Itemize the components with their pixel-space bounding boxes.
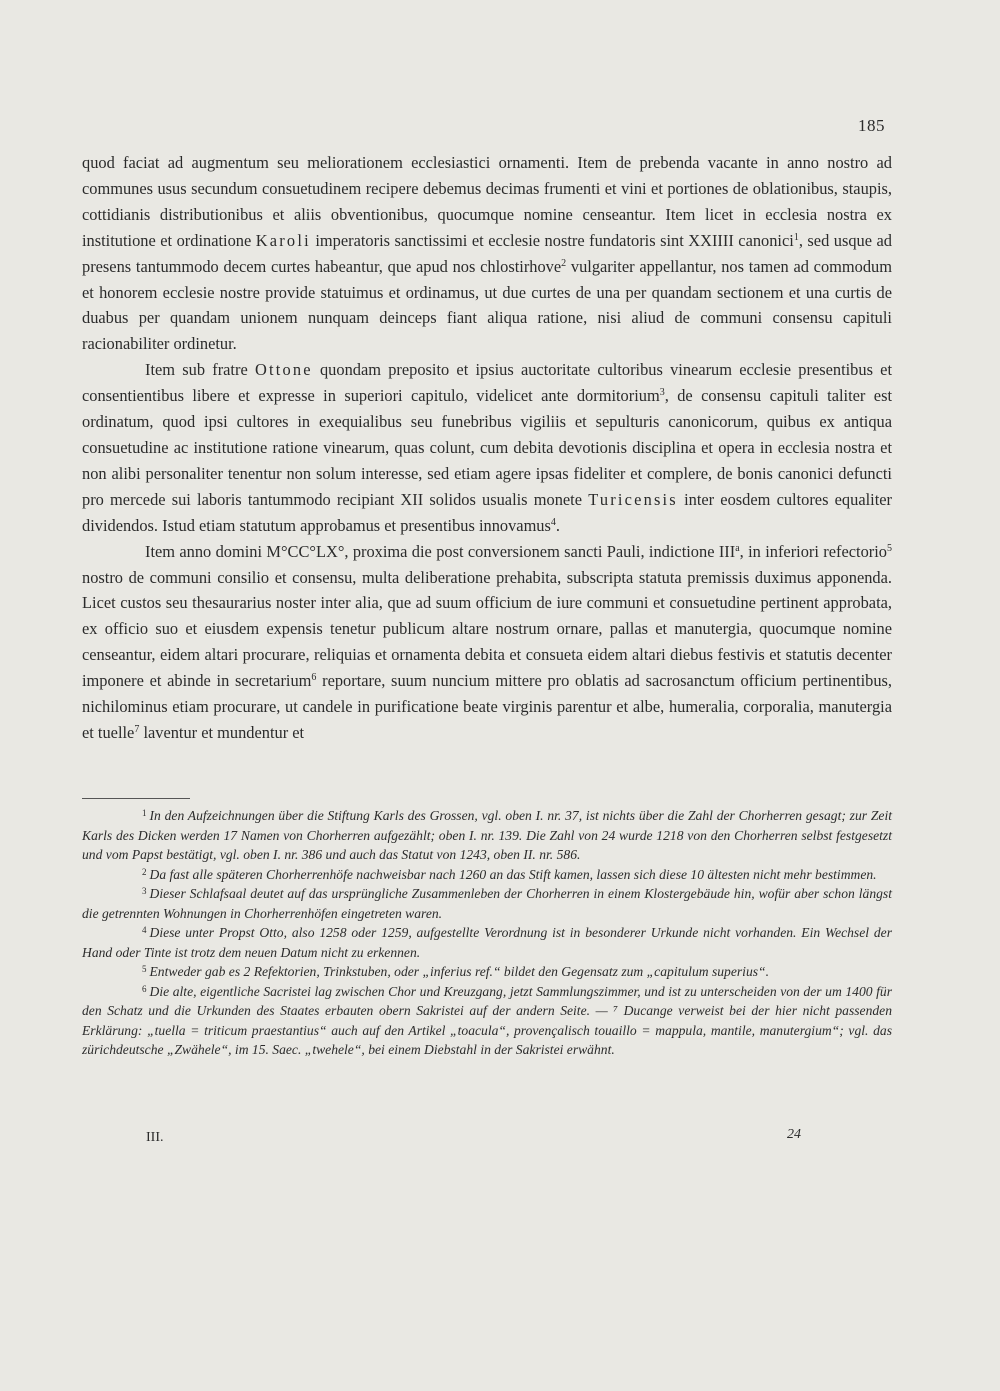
text-segment: imperatoris sanctissimi et ecclesie nostre fundatoris sint XXIIII canonici — [310, 230, 794, 250]
page-number: 185 — [858, 116, 885, 135]
footnote-reference: 3 — [659, 387, 665, 399]
footnote-text: Da fast alle späteren Chorherrenhöfe nachweisbar nach 1260 an das Stift kamen, lassen sich diese 10 ältesten nicht mehr bestimmen. — [149, 866, 877, 882]
text-segment: , de consensu capituli taliter est ordinatum, quod ipsi cultores in exequialibus seu funebribus vigiliis et sepulturis canonicorum, quibus ex antiqua consuetudine ac institutione ratione vinearum, quas colunt, cum debita devotionis disciplina et opera in ecclesia nostra et non alibi personaliter tenentur non solum interesse, sed etiam agere ipsas fideliter et complere, de bonis canonici defuncti pro mercede sui laboris tantummodo recipiant XII solidos usualis monete — [82, 386, 893, 509]
footnote-mark: 3 — [142, 886, 147, 896]
text-segment: inter eosdem cultores equaliter dividendos. Istud etiam statutum approbamus et presentibus innovamus — [82, 489, 892, 535]
sheet-number: 24 — [787, 1127, 801, 1142]
footnote-reference: 7 — [134, 723, 140, 735]
paragraph — [82, 357, 892, 538]
footnote-divider — [82, 798, 190, 799]
footnote-text: Dieser Schlafsaal deutet auf das ursprüngliche Zusammenleben der Chorherren in einem Klostergebäude hin, wofür aber schon längst die getrennten Wohnungen in Chorherrenhöfen eingetreten waren. — [82, 886, 892, 921]
footnote-reference: 6 — [311, 672, 317, 684]
footnote-mark: 6 — [142, 983, 147, 994]
footnote-reference: 4 — [550, 516, 556, 528]
text-segment: Item sub fratre — [145, 360, 255, 380]
spaced-name: Turicensis — [588, 489, 678, 509]
paragraph — [82, 539, 892, 746]
footnote-mark: 1 — [142, 808, 147, 818]
footnote — [82, 923, 892, 962]
footnote — [82, 982, 892, 1060]
text-segment: quondam preposito et ipsius auctoritate cultoribus vinearum ecclesie presentibus et consentientibus libere et expresse in superiori capitulo, videlicet ante dormitorium — [82, 360, 893, 406]
footnote-reference: 5 — [886, 542, 892, 554]
text-segment: , in inferiori refectorio — [739, 541, 887, 561]
footnote-text: In den Aufzeichnungen über die Stiftung Karls des Grossen, vgl. oben I. nr. 37, ist nichts über die Zahl der Chorherren gesagt; zur Zeit Karls des Dicken werden 17 Namen von Chorherren aufgezählt; oben I. nr. 139. Die Zahl von 24 wurde 1218 von den Chorherren selbst festgesetzt und vom Papst bestätigt, vgl. oben I. nr. 386 und auch das Statut von 1243, oben II. nr. 586. — [82, 808, 892, 862]
text-segment: nostro de communi consilio et consensu, multa deliberatione prehabita, subscripta statuta premissis duximus apponenda. Licet custos seu thesaurarius noster inter alia, que ad suum officium de iure communi et consuetudine pertinent approbata, ex officio suo et eiusdem expensis tenetur publicum altare nostrum ornare, pallas et manutergia, quocumque nomine censeantur, eidem altari procurare, reliquias et ornamenta debita et consueta eidem altari diebus festivis et statutis decenter imponere et abinde in secretarium — [82, 567, 892, 691]
text-segment: vulgariter appellantur, nos tamen ad commodum et honorem ecclesie nostre provide statuimus et ordinamus, ut due curtes de una per quandam sectionem et una curtis de duabus per quandam unionem nunquam deinceps fiant aliqua ratione, nisi aliud de communi consensu capituli racionabiliter ordinetur. — [82, 256, 892, 354]
text-segment: , sed usque ad presens tantummodo decem curtes habeantur, que apud nos chlostirhove — [82, 230, 892, 276]
text-segment: reportare, suum nuncium mittere pro oblatis ad sacrosanctum officium pertinentibus, nichilominus etiam procurare, ut candele in purificatione beate virginis parentur et albe, humeralia, corporalia, manutergia et tuelle — [82, 671, 892, 742]
footnote-reference: a — [735, 542, 740, 554]
footnote — [82, 806, 892, 865]
spaced-name: Karoli — [255, 230, 311, 250]
footnotes — [82, 806, 892, 1060]
text-segment: Item anno domini M°CC°LX°, proxima die post conversionem sancti Pauli, indictione III — [145, 541, 736, 561]
footnote — [82, 962, 892, 982]
spaced-name: Ottone — [254, 360, 313, 380]
footnote-mark: 5 — [142, 964, 147, 974]
footnote-reference: 1 — [793, 231, 799, 243]
footnote-reference: 2 — [561, 257, 567, 269]
paragraph — [82, 150, 892, 357]
main-text — [82, 150, 892, 746]
footnote-text: Die alte, eigentliche Sacristei lag zwischen Chor und Kreuzgang, jetzt Sammlungszimmer, und ist zu unterscheiden von der um 1400 für den Schatz und die Urkunden des Staates erbauten obern Sakristei auf der andern Seite. — ⁷ Ducange verweist bei der hier nicht passenden Erklärung: „tuella = triticum praestantius“ auch auf den Artikel „toacula“, provençalisch touaillo = mappula, mantile, manutergium“; vgl. das zürichdeutsche „Zwähele“, im 15. Saec. „twehele“, bei einem Diebstahl in der Sakristei erwähnt. — [82, 983, 892, 1057]
footnote-text: Entweder gab es 2 Refektorien, Trinkstuben, oder „inferius ref.“ bildet den Gegensatz zum „capitulum superius“. — [149, 964, 769, 979]
footnote — [82, 884, 892, 923]
text-segment: quod faciat ad augmentum seu meliorationem ecclesiastici ornamenti. Item de prebenda vacante in anno nostro ad communes usus secundum consuetudinem recipere debemus decimas frumenti et vini et portiones de oblationibus, staupis, cottidianis distributionibus et aliis obventionibus, quocumque nomine censeantur. Item licet in ecclesia nostra ex institutione et ordinatione — [82, 153, 892, 250]
footnote-mark: 2 — [142, 866, 147, 877]
footnote — [82, 865, 892, 885]
signature-mark: III. — [146, 1130, 164, 1145]
text-segment: laventur et mundentur et — [139, 722, 305, 742]
footnote-mark: 4 — [142, 925, 147, 935]
text-segment: . — [555, 515, 560, 535]
footnote-text: Diese unter Propst Otto, also 1258 oder 1259, aufgestellte Verordnung ist in besonderer Urkunde nicht vorhanden. Ein Wechsel der Hand oder Tinte ist trotz dem neuen Datum nicht zu erkennen. — [82, 925, 892, 960]
